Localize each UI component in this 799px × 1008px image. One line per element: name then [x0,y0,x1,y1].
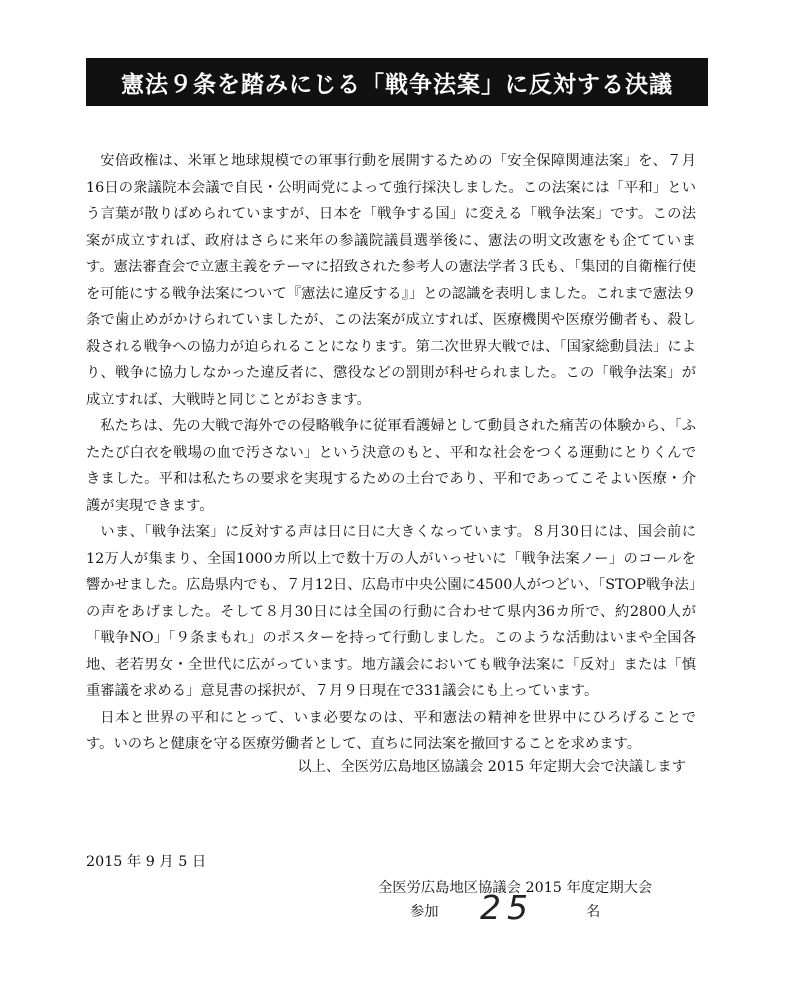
body-paragraph-1: 安倍政権は、米軍と地球規模での軍事行動を展開するための「安全保障関連法案」を、７月16日の衆議院本会議で自民・公明両党によって強行採決しました。この法案には「平和」という言葉が散りばめられていますが、日本を「戦争する国」に変える「戦争法案」です。この法案が成立すれば、政府はさらに来年の参議院議員選挙後に、憲法の明文改憲をも企てています。憲法審査会で立憲主義をテーマに招致された参考人の憲法学者３氏も、「集団的自衛権行使を可能にする戦争法案について『憲法に違反する』」との認識を表明しました。これまで憲法９条で歯止めがかけられていましたが、この法案が成立すれば、医療機関や医療労働者も、殺し殺される戦争への協力が迫られることになります。第二次世界大戦では、「国家総動員法」により、戦争に協力しなかった違反者に、懲役などの罰則が科せられました。この「戦争法案」が成立すれば、大戦時と同じことがおきます。 [86,153,696,408]
resolution-date: 2015 年 9 月 5 日 [86,854,207,870]
resolution-title: 憲法９条を踏みにじる「戦争法案」に反対する決議 [121,71,673,98]
resolution-title-banner [86,58,708,106]
attendance-unit: 名 [586,904,601,920]
closing-statement: 以上、全医労広島地区協議会 2015 年定期大会で決議します [297,759,686,775]
attendance-count-handwritten: 25 [480,888,534,927]
body-paragraph-3: いま、「戦争法案」に反対する声は日に日に大きくなっています。８月30日には、国会前に12万人が集まり、全国1000カ所以上で数十万の人がいっせいに「戦争法案ノー」のコールを響かせました。広島県内でも、７月12日、広島市中央公園に4500人がつどい、「STOP戦争法」の声をあげました。そして８月30日には全国の行動に合わせて県内36カ所で、約2800人が「戦争NO」「９条まもれ」のポスターを持って行動しました。このような活動はいまや全国各地、老若男女・全世代に広がっています。地方議会においても戦争法案に「反対」または「慎重審議を求める」意見書の採択が、７月９日現在で331議会にも上っています。 [86,524,696,699]
body-paragraph-2: 私たちは、先の大戦で海外での侵略戦争に従軍看護婦として動員された痛苦の体験から、「ふたたび白衣を戦場の血で汚さない」という決意のもと、平和な社会をつくる運動にとりくんできました。平和は私たちの要求を実現するための土台であり、平和であってこそよい医療・介護が実現できます。 [86,418,696,514]
organizer-name: 全医労広島地区協議会 2015 年度定期大会 [378,880,653,896]
attendance-label: 参加 [410,904,439,920]
body-paragraph-4: 日本と世界の平和にとって、いま必要なのは、平和憲法の精神を世界中にひろげることです。いのちと健康を守る医療労働者として、直ちに同法案を撤回することを求めます。 [86,709,696,752]
resolution-body [86,148,696,758]
attendance-line [410,888,630,932]
